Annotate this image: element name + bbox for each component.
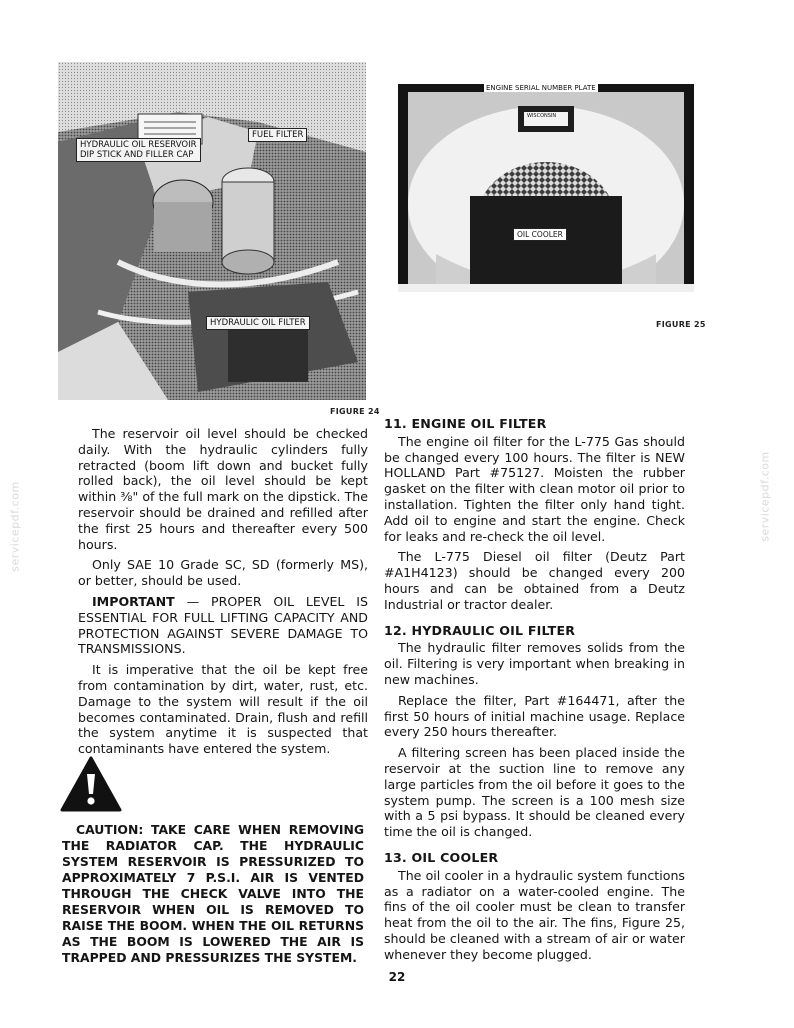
callout-fuel-filter: FUEL FILTER	[248, 128, 307, 142]
paragraph-sae-grade: Only SAE 10 Grade SC, SD (formerly MS), or better, should be used.	[78, 557, 368, 589]
caution-notice: CAUTION: TAKE CARE WHEN REMOVING THE RADIATOR CAP. THE HYDRAULIC SYSTEM RESERVOIR IS PRESSURIZED TO APPROXIMATELY 7 P.S.I. AIR IS VENTED THROUGH THE CHECK VALVE INTO THE RESERVOIR WHEN OIL IS REMOVED TO RAISE THE BOOM. WHEN THE OIL RETURNS AS THE BOOM IS LOWERED THE AIR IS TRAPPED AND PRESSURIZES THE SYSTEM.	[62, 822, 364, 965]
callout-engine-serial-plate: ENGINE SERIAL NUMBER PLATE	[486, 84, 596, 92]
warning-triangle-icon	[60, 756, 122, 812]
paragraph-contamination: It is imperative that the oil be kept free from contamination by dirt, water, rust, etc. Damage to the system will result if the oil becomes contaminated. Drain, flush and refill the system anytime it is suspected that contaminants have entered the system.	[78, 662, 368, 757]
section-12-title: 12. HYDRAULIC OIL FILTER	[384, 622, 576, 638]
section-11-paragraph-2: The L-775 Diesel oil filter (Deutz Part #A1H4123) should be changed every 200 hours and can be obtained from a Deutz Industrial or tractor dealer.	[384, 549, 685, 612]
section-11-paragraph-1: The engine oil filter for the L-775 Gas should be changed every 100 hours. The filter is NEW HOLLAND Part #75127. Moisten the rubber gasket on the filter with clean motor oil prior to installation. Tighten the filter only hand tight. Add oil to engine and start the engine. Check for leaks and re-check the oil level.	[384, 433, 685, 544]
section-12-paragraph-3: A filtering screen has been placed inside the reservoir at the suction line to remove any large particles from the oil before it goes to the system pump. The screen is a 100 mesh size with a 5 psi bypass. It should be cleaned every time the oil is changed.	[384, 745, 685, 840]
right-column	[384, 416, 685, 968]
watermark-left: servicepdf.com	[8, 481, 22, 572]
important-label: IMPORTANT	[92, 593, 175, 609]
section-13-title: 13. OIL COOLER	[384, 849, 499, 865]
important-text: — PROPER OIL LEVEL IS ESSENTIAL FOR FULL LIFTING CAPACITY AND PROTECTION AGAINST SEVERE DAMAGE TO TRANSMISSIONS.	[78, 593, 368, 657]
callout-hydraulic-oil-reservoir: HYDRAULIC OIL RESERVOIR DIP STICK AND FILLER CAP	[76, 138, 201, 162]
paragraph-reservoir-level: The reservoir oil level should be checked daily. With the hydraulic cylinders fully retracted (boom lift down and bucket fully rolled back), the oil level should be kept within ⅜" of the full mark on the dipstick. The reservoir should be drained and refilled after the first 25 hours and thereafter every 500 hours.	[78, 426, 368, 552]
section-11-title: 11. ENGINE OIL FILTER	[384, 416, 547, 431]
watermark-right: servicepdf.com	[758, 451, 772, 542]
section-12-paragraph-2: Replace the filter, Part #164471, after the first 50 hours of initial machine usage. Replace every 250 hours thereafter.	[384, 692, 685, 740]
page-number: 22	[388, 970, 406, 984]
callout-wisconsin-badge: WISCONSIN	[527, 113, 557, 119]
figure-24-label: FIGURE 24	[330, 407, 380, 416]
figure-24-photo	[58, 62, 366, 400]
section-12-paragraph-1: The hydraulic filter removes solids from the oil. Filtering is very important when breaking in new machines.	[384, 640, 685, 687]
left-column	[78, 426, 368, 762]
important-notice	[78, 594, 368, 657]
callout-hydraulic-oil-filter: HYDRAULIC OIL FILTER	[206, 316, 310, 330]
callout-oil-cooler: OIL COOLER	[513, 228, 567, 241]
section-13-paragraph-1: The oil cooler in a hydraulic system functions as a radiator on a water-cooled engine. The fins of the oil cooler must be clean to transfer heat from the oil to the air. The fins, Figure 25, should be cleaned with a stream of air or water whenever they become plugged.	[384, 867, 685, 962]
figure-25-label: FIGURE 25	[656, 320, 706, 329]
